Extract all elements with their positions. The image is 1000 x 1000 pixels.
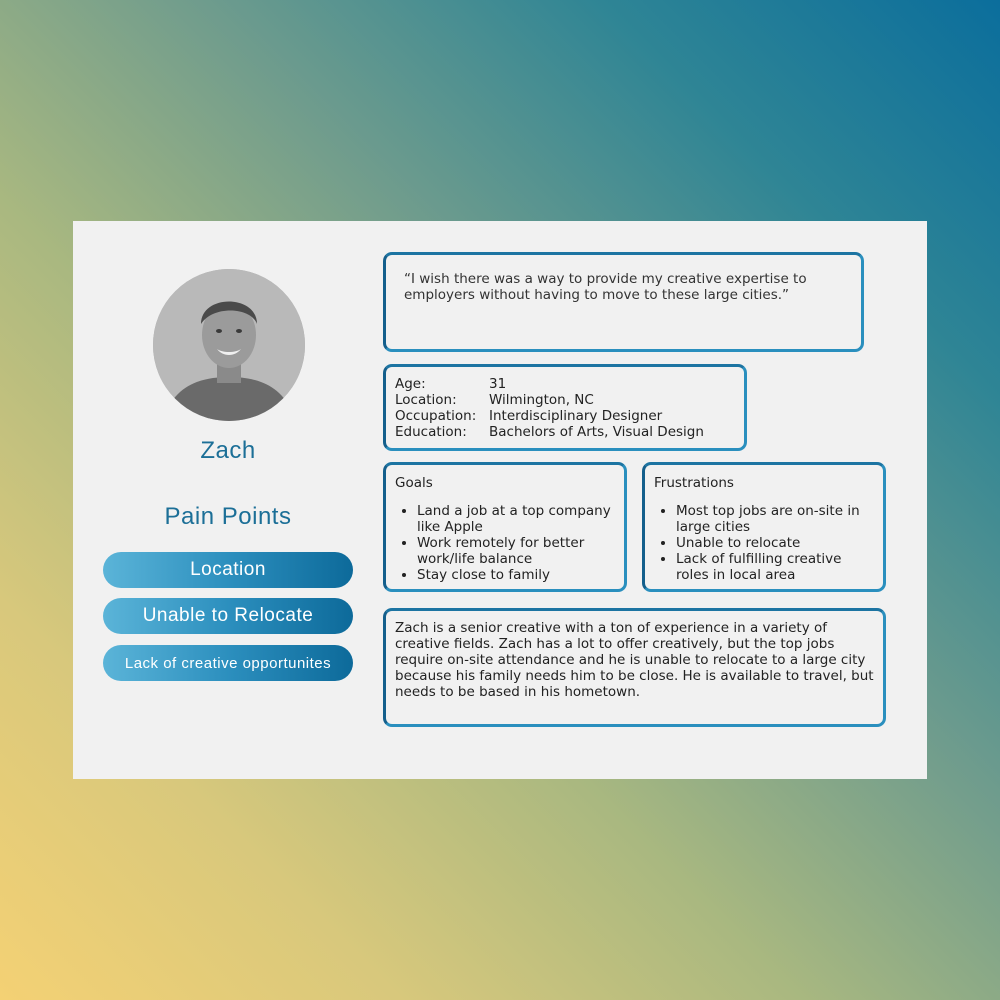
list-item: • Unable to relocate [676, 535, 874, 551]
list-item: • Work remotely for better work/life balance [417, 535, 615, 567]
goals-box [383, 462, 627, 592]
info-label: Age: [395, 376, 426, 392]
info-row-occupation [395, 408, 735, 424]
persona-card [73, 221, 927, 779]
info-label: Occupation: [395, 408, 477, 424]
frustrations-title: Frustrations [654, 475, 734, 491]
person-photo-icon [153, 269, 305, 421]
list-item: • Land a job at a top company like Apple [417, 503, 615, 535]
list-item: • Stay close to family [417, 567, 615, 583]
info-row-age [395, 376, 735, 392]
goals-title: Goals [395, 475, 433, 491]
persona-name: Zach [200, 437, 256, 464]
info-value: Interdisciplinary Designer [489, 408, 663, 424]
info-row-location [395, 392, 735, 408]
goals-list [395, 503, 615, 583]
info-value: Bachelors of Arts, Visual Design [489, 424, 704, 440]
info-value: Wilmington, NC [489, 392, 594, 408]
pain-point-location: Location [103, 552, 353, 588]
bio-box [383, 608, 886, 727]
quote-text: “I wish there was a way to provide my creative expertise to employers without having to move to these large cities.” [404, 271, 807, 303]
info-row-education [395, 424, 735, 440]
list-item: • Lack of fulfilling creative roles in local area [676, 551, 874, 583]
pain-points-title: Pain Points [164, 503, 292, 530]
info-label: Location: [395, 392, 457, 408]
avatar [153, 269, 305, 421]
info-value: 31 [489, 376, 507, 392]
bio-text: Zach is a senior creative with a ton of experience in a variety of creative fields. Zach has a lot to offer creatively, but the top jobs require on-site attendance and he is unable to relocate to a large city because his family needs him to be close. He is available to travel, but needs to be based in his hometown. [395, 620, 874, 700]
pain-point-opportunities: Lack of creative opportunites [103, 645, 353, 681]
list-item: • Most top jobs are on-site in large cities [676, 503, 874, 535]
quote-box [383, 252, 864, 352]
frustrations-list [654, 503, 874, 583]
frustrations-box [642, 462, 886, 592]
info-label: Education: [395, 424, 467, 440]
pain-point-relocate: Unable to Relocate [103, 598, 353, 634]
info-box [383, 364, 747, 451]
